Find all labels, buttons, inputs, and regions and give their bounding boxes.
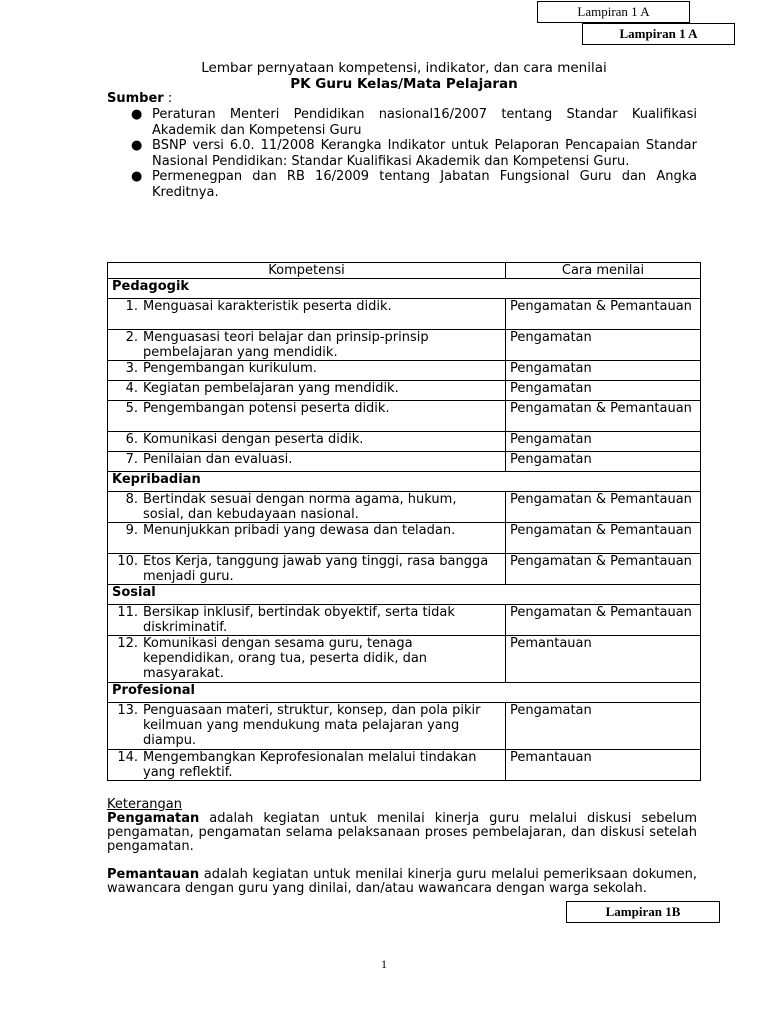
source-list [107, 107, 697, 200]
source-text: BSNP versi 6.0. 11/2008 Kerangka Indikator untuk Pelaporan Pencapaian Standar Nasional Pendidikan: Standar Kualifikasi Akademik dan Kompetensi Guru. [152, 138, 697, 169]
item-number: 3. [125, 361, 138, 376]
item-text: Komunikasi dengan sesama guru, tenaga kependidikan, orang tua, peserta didik, dan masyarakat. [143, 636, 428, 681]
cara-menilai-cell: Pengamatan & Pemantauan [506, 299, 701, 330]
item-text: Bersikap inklusif, bertindak obyektif, serta tidak diskriminatif. [143, 605, 455, 635]
item-number: 12. [117, 636, 138, 651]
sumber-label: Sumber [107, 91, 164, 106]
kompetensi-cell [108, 330, 506, 361]
cara-menilai-cell: Pengamatan [506, 330, 701, 361]
header-cara-menilai: Cara menilai [506, 263, 701, 279]
source-item [107, 138, 697, 169]
item-number: 11. [117, 605, 138, 620]
cara-menilai-cell: Pengamatan & Pemantauan [506, 523, 701, 554]
item-number: 9. [125, 523, 138, 538]
table-row [108, 703, 701, 750]
page-number: 1 [381, 957, 387, 971]
table-row [108, 452, 701, 472]
kompetensi-cell [108, 361, 506, 381]
kompetensi-cell [108, 554, 506, 585]
bullet-icon: ● [131, 107, 143, 122]
source-item [107, 107, 697, 138]
item-text: Menguasai karakteristik peserta didik. [143, 299, 392, 314]
table-row [108, 401, 701, 432]
source-item [107, 169, 697, 200]
section-row [108, 472, 701, 492]
item-number: 10. [117, 554, 138, 569]
item-text: Etos Kerja, tanggung jawab yang tinggi, rasa bangga menjadi guru. [143, 554, 489, 584]
item-text: Mengembangkan Keprofesionalan melalui tindakan yang reflektif. [143, 750, 477, 780]
item-number: 13. [117, 703, 138, 718]
kompetensi-cell [108, 703, 506, 750]
section-row [108, 683, 701, 703]
table-row [108, 750, 701, 781]
table-row [108, 299, 701, 330]
lampiran-label: Lampiran 1 A [582, 23, 735, 45]
item-number: 14. [117, 750, 138, 765]
item-text: Pengembangan kurikulum. [143, 361, 317, 376]
item-text: Kegiatan pembelajaran yang mendidik. [143, 381, 399, 396]
item-text: Komunikasi dengan peserta didik. [143, 432, 364, 447]
table-body [108, 279, 701, 781]
section-row [108, 279, 701, 299]
cara-menilai-cell: Pengamatan & Pemantauan [506, 492, 701, 523]
note-pengamatan [107, 812, 697, 854]
cara-menilai-cell: Pemantauan [506, 750, 701, 781]
cara-menilai-cell: Pengamatan & Pemantauan [506, 401, 701, 432]
section-heading: Pedagogik [108, 279, 701, 299]
item-number: 1. [125, 299, 138, 314]
section-row [108, 585, 701, 605]
cara-menilai-cell: Pengamatan & Pemantauan [506, 554, 701, 585]
bullet-icon: ● [131, 138, 143, 153]
cara-menilai-cell: Pengamatan & Pemantauan [506, 605, 701, 636]
item-text: Pengembangan potensi peserta didik. [143, 401, 390, 416]
item-number: 4. [125, 381, 138, 396]
section-heading: Sosial [108, 585, 701, 605]
competency-table [107, 262, 701, 781]
table-row [108, 381, 701, 401]
sumber-heading [107, 91, 701, 107]
source-text: Permenegpan dan RB 16/2009 tentang Jabatan Fungsional Guru dan Angka Kreditnya. [152, 169, 697, 200]
section-heading: Kepribadian [108, 472, 701, 492]
document-title: Lembar pernyataan kompetensi, indikator, dan cara menilai [201, 60, 607, 76]
cara-menilai-cell: Pengamatan [506, 361, 701, 381]
notes-section [107, 798, 697, 896]
table-row [108, 605, 701, 636]
bullet-icon: ● [131, 169, 143, 184]
item-text: Penilaian dan evaluasi. [143, 452, 293, 467]
kompetensi-cell [108, 381, 506, 401]
table-row [108, 361, 701, 381]
kompetensi-cell [108, 750, 506, 781]
header-kompetensi: Kompetensi [108, 263, 506, 279]
term-pengamatan: Pengamatan [107, 811, 200, 826]
item-number: 8. [125, 492, 138, 507]
kompetensi-cell [108, 432, 506, 452]
definition-pemantauan: adalah kegiatan untuk menilai kinerja guru melalui pemeriksaan dokumen, wawancara dengan guru yang dinilai, dan/atau wawancara dengan warga sekolah. [107, 867, 697, 896]
table-row [108, 492, 701, 523]
kompetensi-cell [108, 401, 506, 432]
section-heading: Profesional [108, 683, 701, 703]
note-pemantauan [107, 868, 697, 896]
item-text: Menunjukkan pribadi yang dewasa dan teladan. [143, 523, 456, 538]
kompetensi-cell [108, 452, 506, 472]
cara-menilai-cell: Pemantauan [506, 636, 701, 683]
definition-pengamatan: adalah kegiatan untuk menilai kinerja guru melalui diskusi sebelum pengamatan, pengamatan selama pelaksanaan proses pembelajaran, dan diskusi setelah pengamatan. [107, 811, 697, 854]
table-row [108, 554, 701, 585]
item-text: Bertindak sesuai dengan norma agama, hukum, sosial, dan kebudayaan nasional. [143, 492, 457, 522]
table-row [108, 523, 701, 554]
cara-menilai-cell: Pengamatan [506, 381, 701, 401]
notes-heading: Keterangan [107, 797, 182, 812]
kompetensi-cell [108, 299, 506, 330]
kompetensi-cell [108, 523, 506, 554]
source-text: Peraturan Menteri Pendidikan nasional16/2007 tentang Standar Kualifikasi Akademik dan Kompetensi Guru [152, 107, 697, 138]
item-text: Penguasaan materi, struktur, konsep, dan pola pikir keilmuan yang mendukung mata pelajaran yang diampu. [143, 703, 481, 748]
document-subtitle: PK Guru Kelas/Mata Pelajaran [290, 76, 518, 92]
item-number: 5. [125, 401, 138, 416]
item-number: 7. [125, 452, 138, 467]
kompetensi-cell [108, 492, 506, 523]
table-row [108, 636, 701, 683]
table-row [108, 330, 701, 361]
cara-menilai-cell: Pengamatan [506, 703, 701, 750]
item-number: 2. [125, 330, 138, 345]
item-text: Menguasasi teori belajar dan prinsip-prinsip pembelajaran yang mendidik. [143, 330, 429, 360]
kompetensi-cell [108, 636, 506, 683]
lampiran-1b-label: Lampiran 1B [566, 901, 720, 923]
table-row [108, 432, 701, 452]
table-header-row [108, 263, 701, 279]
term-pemantauan: Pemantauan [107, 867, 200, 882]
item-number: 6. [125, 432, 138, 447]
kompetensi-cell [108, 605, 506, 636]
cara-menilai-cell: Pengamatan [506, 432, 701, 452]
sumber-colon: : [163, 91, 173, 106]
cara-menilai-cell: Pengamatan [506, 452, 701, 472]
lampiran-label-top: Lampiran 1 A [537, 1, 690, 23]
